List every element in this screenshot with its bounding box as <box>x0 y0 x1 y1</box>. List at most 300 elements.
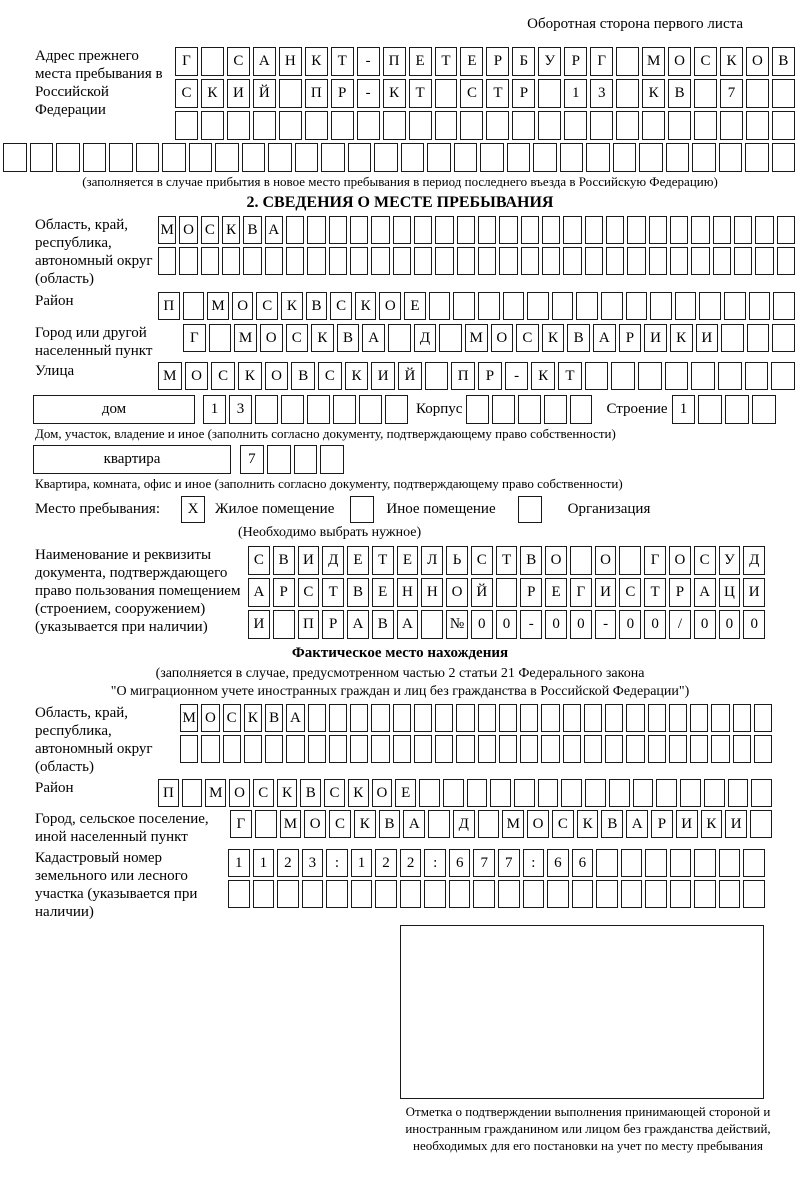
char-cell[interactable]: О <box>545 546 567 575</box>
char-cell[interactable]: В <box>243 216 261 244</box>
char-cell[interactable]: 0 <box>743 610 765 639</box>
char-cell[interactable]: 7 <box>240 445 264 474</box>
char-cell[interactable] <box>428 810 450 838</box>
char-cell[interactable] <box>627 247 645 275</box>
char-cell[interactable]: К <box>354 810 376 838</box>
char-cell[interactable]: 1 <box>203 395 226 424</box>
char-cell[interactable] <box>720 111 743 140</box>
char-cell[interactable]: Р <box>322 610 344 639</box>
char-cell[interactable]: Г <box>590 47 613 76</box>
char-cell[interactable] <box>473 880 495 908</box>
char-cell[interactable]: К <box>531 362 555 390</box>
char-cell[interactable] <box>499 704 517 732</box>
char-cell[interactable] <box>243 247 261 275</box>
char-cell[interactable] <box>621 880 643 908</box>
char-cell[interactable] <box>329 735 347 763</box>
char-cell[interactable] <box>496 578 518 607</box>
char-cell[interactable] <box>253 880 275 908</box>
char-cell[interactable] <box>348 143 372 172</box>
char-cell[interactable] <box>616 79 639 108</box>
char-cell[interactable]: 0 <box>471 610 493 639</box>
char-cell[interactable] <box>401 143 425 172</box>
char-cell[interactable]: И <box>248 610 270 639</box>
char-cell[interactable] <box>626 735 644 763</box>
char-cell[interactable]: Д <box>322 546 344 575</box>
char-cell[interactable] <box>265 735 283 763</box>
char-cell[interactable] <box>350 704 368 732</box>
char-cell[interactable] <box>427 143 451 172</box>
char-cell[interactable] <box>733 735 751 763</box>
char-cell[interactable] <box>201 47 224 76</box>
char-cell[interactable]: Р <box>512 79 535 108</box>
char-cell[interactable]: О <box>372 779 393 807</box>
char-cell[interactable] <box>733 704 751 732</box>
char-cell[interactable] <box>388 324 411 352</box>
char-cell[interactable]: 1 <box>564 79 587 108</box>
char-cell[interactable] <box>83 143 107 172</box>
char-cell[interactable]: В <box>265 704 283 732</box>
char-cell[interactable] <box>719 880 741 908</box>
char-cell[interactable]: Г <box>570 578 592 607</box>
char-cell[interactable]: В <box>520 546 542 575</box>
char-cell[interactable]: С <box>318 362 342 390</box>
char-cell[interactable] <box>560 143 584 172</box>
char-cell[interactable] <box>456 704 474 732</box>
char-cell[interactable] <box>179 247 197 275</box>
char-cell[interactable] <box>621 849 643 877</box>
char-cell[interactable]: П <box>383 47 406 76</box>
char-cell[interactable] <box>409 111 432 140</box>
char-cell[interactable]: П <box>298 610 320 639</box>
char-cell[interactable]: Н <box>279 47 302 76</box>
char-cell[interactable] <box>743 880 765 908</box>
char-cell[interactable] <box>518 395 541 424</box>
char-cell[interactable] <box>460 111 483 140</box>
char-cell[interactable] <box>435 111 458 140</box>
char-cell[interactable] <box>228 880 250 908</box>
char-cell[interactable] <box>507 143 531 172</box>
char-cell[interactable] <box>561 779 582 807</box>
char-cell[interactable] <box>385 395 408 424</box>
char-cell[interactable]: С <box>694 47 717 76</box>
char-cell[interactable] <box>772 324 795 352</box>
char-cell[interactable]: О <box>379 292 401 320</box>
char-cell[interactable]: М <box>234 324 257 352</box>
char-cell[interactable]: Т <box>496 546 518 575</box>
char-cell[interactable] <box>268 143 292 172</box>
char-cell[interactable] <box>499 216 517 244</box>
char-cell[interactable]: 0 <box>545 610 567 639</box>
char-cell[interactable] <box>307 216 325 244</box>
char-cell[interactable]: Е <box>460 47 483 76</box>
char-cell[interactable]: 6 <box>572 849 594 877</box>
char-cell[interactable]: 1 <box>228 849 250 877</box>
char-cell[interactable]: 2 <box>400 849 422 877</box>
char-cell[interactable] <box>675 292 697 320</box>
char-cell[interactable] <box>223 735 241 763</box>
char-cell[interactable] <box>690 735 708 763</box>
char-cell[interactable] <box>642 111 665 140</box>
char-cell[interactable] <box>435 79 458 108</box>
char-cell[interactable] <box>755 247 773 275</box>
char-cell[interactable]: - <box>357 47 380 76</box>
char-cell[interactable]: К <box>670 324 693 352</box>
char-cell[interactable] <box>754 735 772 763</box>
char-cell[interactable]: / <box>669 610 691 639</box>
char-cell[interactable]: Й <box>471 578 493 607</box>
char-cell[interactable]: 1 <box>351 849 373 877</box>
char-cell[interactable]: Е <box>372 578 394 607</box>
char-cell[interactable]: Р <box>331 79 354 108</box>
char-cell[interactable]: О <box>669 546 691 575</box>
char-cell[interactable]: Е <box>395 779 416 807</box>
char-cell[interactable]: П <box>305 79 328 108</box>
char-cell[interactable]: К <box>201 79 224 108</box>
char-cell[interactable] <box>414 247 432 275</box>
char-cell[interactable] <box>713 247 731 275</box>
checkbox-other-premises[interactable] <box>350 496 374 523</box>
char-cell[interactable] <box>514 779 535 807</box>
char-cell[interactable] <box>585 362 609 390</box>
char-cell[interactable] <box>754 704 772 732</box>
char-cell[interactable]: Р <box>651 810 673 838</box>
char-cell[interactable] <box>277 880 299 908</box>
char-cell[interactable]: П <box>158 292 180 320</box>
char-cell[interactable] <box>772 79 795 108</box>
char-cell[interactable]: Л <box>421 546 443 575</box>
char-cell[interactable]: К <box>348 779 369 807</box>
char-cell[interactable] <box>350 216 368 244</box>
char-cell[interactable]: 7 <box>473 849 495 877</box>
char-cell[interactable]: О <box>229 779 250 807</box>
char-cell[interactable] <box>669 735 687 763</box>
char-cell[interactable]: И <box>371 362 395 390</box>
char-cell[interactable] <box>572 880 594 908</box>
char-cell[interactable] <box>743 849 765 877</box>
char-cell[interactable]: С <box>256 292 278 320</box>
char-cell[interactable] <box>499 735 517 763</box>
char-cell[interactable] <box>544 395 567 424</box>
char-cell[interactable] <box>359 395 382 424</box>
char-cell[interactable] <box>586 143 610 172</box>
char-cell[interactable]: С <box>227 47 250 76</box>
char-cell[interactable] <box>755 216 773 244</box>
char-cell[interactable] <box>585 216 603 244</box>
char-cell[interactable] <box>725 395 749 424</box>
char-cell[interactable] <box>201 111 224 140</box>
char-cell[interactable] <box>563 704 581 732</box>
checkbox-dwelling[interactable]: X <box>181 496 205 523</box>
char-cell[interactable]: 7 <box>720 79 743 108</box>
char-cell[interactable]: Е <box>397 546 419 575</box>
char-cell[interactable] <box>478 735 496 763</box>
char-cell[interactable]: Г <box>230 810 252 838</box>
char-cell[interactable]: М <box>465 324 488 352</box>
char-cell[interactable]: С <box>329 810 351 838</box>
char-cell[interactable]: М <box>158 216 176 244</box>
char-cell[interactable] <box>520 735 538 763</box>
char-cell[interactable]: В <box>567 324 590 352</box>
char-cell[interactable] <box>694 849 716 877</box>
char-cell[interactable] <box>616 47 639 76</box>
char-cell[interactable]: Е <box>409 47 432 76</box>
char-cell[interactable] <box>648 735 666 763</box>
char-cell[interactable]: С <box>516 324 539 352</box>
char-cell[interactable] <box>584 704 602 732</box>
char-cell[interactable]: А <box>694 578 716 607</box>
char-cell[interactable] <box>478 704 496 732</box>
char-cell[interactable] <box>728 779 749 807</box>
char-cell[interactable] <box>627 216 645 244</box>
char-cell[interactable] <box>718 362 742 390</box>
char-cell[interactable]: О <box>746 47 769 76</box>
char-cell[interactable] <box>374 143 398 172</box>
char-cell[interactable] <box>439 324 462 352</box>
char-cell[interactable] <box>182 779 203 807</box>
char-cell[interactable] <box>457 216 475 244</box>
char-cell[interactable]: Г <box>644 546 666 575</box>
char-cell[interactable] <box>351 880 373 908</box>
char-cell[interactable]: С <box>223 704 241 732</box>
char-cell[interactable]: К <box>542 324 565 352</box>
char-cell[interactable]: У <box>719 546 741 575</box>
char-cell[interactable]: А <box>403 810 425 838</box>
char-cell[interactable] <box>633 779 654 807</box>
char-cell[interactable]: 0 <box>694 610 716 639</box>
char-cell[interactable]: Г <box>175 47 198 76</box>
char-cell[interactable]: 0 <box>496 610 518 639</box>
char-cell[interactable] <box>499 247 517 275</box>
char-cell[interactable]: С <box>552 810 574 838</box>
char-cell[interactable] <box>596 880 618 908</box>
char-cell[interactable]: К <box>222 216 240 244</box>
char-cell[interactable] <box>547 880 569 908</box>
char-cell[interactable] <box>721 324 744 352</box>
char-cell[interactable] <box>570 546 592 575</box>
char-cell[interactable] <box>498 880 520 908</box>
char-cell[interactable]: О <box>491 324 514 352</box>
char-cell[interactable] <box>242 143 266 172</box>
char-cell[interactable] <box>393 216 411 244</box>
char-cell[interactable]: 6 <box>449 849 471 877</box>
char-cell[interactable] <box>357 111 380 140</box>
char-cell[interactable]: : <box>523 849 545 877</box>
char-cell[interactable]: М <box>280 810 302 838</box>
char-cell[interactable]: С <box>248 546 270 575</box>
char-cell[interactable]: В <box>291 362 315 390</box>
char-cell[interactable]: М <box>642 47 665 76</box>
char-cell[interactable] <box>512 111 535 140</box>
char-cell[interactable]: - <box>595 610 617 639</box>
char-cell[interactable] <box>533 143 557 172</box>
char-cell[interactable] <box>307 395 330 424</box>
char-cell[interactable] <box>670 880 692 908</box>
char-cell[interactable]: О <box>265 362 289 390</box>
char-cell[interactable] <box>691 362 715 390</box>
char-cell[interactable] <box>542 247 560 275</box>
char-cell[interactable]: В <box>337 324 360 352</box>
char-cell[interactable]: К <box>345 362 369 390</box>
char-cell[interactable]: Р <box>669 578 691 607</box>
char-cell[interactable] <box>648 704 666 732</box>
char-cell[interactable]: Д <box>414 324 437 352</box>
char-cell[interactable] <box>694 111 717 140</box>
char-cell[interactable]: К <box>238 362 262 390</box>
char-cell[interactable] <box>222 247 240 275</box>
char-cell[interactable] <box>711 735 729 763</box>
char-cell[interactable] <box>772 143 796 172</box>
char-cell[interactable] <box>273 610 295 639</box>
checkbox-organization[interactable] <box>518 496 542 523</box>
char-cell[interactable]: 3 <box>590 79 613 108</box>
char-cell[interactable] <box>699 292 721 320</box>
char-cell[interactable] <box>520 704 538 732</box>
char-cell[interactable]: С <box>201 216 219 244</box>
char-cell[interactable]: 3 <box>302 849 324 877</box>
char-cell[interactable] <box>649 247 667 275</box>
char-cell[interactable]: Т <box>409 79 432 108</box>
char-cell[interactable] <box>605 704 623 732</box>
char-cell[interactable]: П <box>451 362 475 390</box>
char-cell[interactable] <box>331 111 354 140</box>
char-cell[interactable] <box>371 704 389 732</box>
char-cell[interactable]: С <box>471 546 493 575</box>
char-cell[interactable]: Ц <box>719 578 741 607</box>
char-cell[interactable] <box>267 445 291 474</box>
char-cell[interactable]: О <box>185 362 209 390</box>
char-cell[interactable]: О <box>668 47 691 76</box>
char-cell[interactable] <box>552 292 574 320</box>
char-cell[interactable] <box>492 395 515 424</box>
char-cell[interactable] <box>606 216 624 244</box>
char-cell[interactable]: : <box>424 849 446 877</box>
char-cell[interactable] <box>371 216 389 244</box>
char-cell[interactable] <box>371 735 389 763</box>
char-cell[interactable]: 6 <box>547 849 569 877</box>
char-cell[interactable] <box>711 704 729 732</box>
char-cell[interactable]: В <box>601 810 623 838</box>
char-cell[interactable]: М <box>205 779 226 807</box>
char-cell[interactable] <box>691 216 709 244</box>
char-cell[interactable] <box>136 143 160 172</box>
char-cell[interactable] <box>429 292 451 320</box>
char-cell[interactable] <box>590 111 613 140</box>
char-cell[interactable] <box>605 735 623 763</box>
char-cell[interactable] <box>279 111 302 140</box>
char-cell[interactable]: № <box>446 610 468 639</box>
char-cell[interactable]: Р <box>486 47 509 76</box>
char-cell[interactable] <box>414 735 432 763</box>
char-cell[interactable] <box>421 610 443 639</box>
char-cell[interactable]: М <box>502 810 524 838</box>
char-cell[interactable] <box>320 445 344 474</box>
char-cell[interactable] <box>265 247 283 275</box>
char-cell[interactable]: И <box>644 324 667 352</box>
char-cell[interactable] <box>670 216 688 244</box>
char-cell[interactable] <box>435 247 453 275</box>
char-cell[interactable]: В <box>300 779 321 807</box>
char-cell[interactable] <box>719 849 741 877</box>
char-cell[interactable]: С <box>175 79 198 108</box>
char-cell[interactable] <box>563 216 581 244</box>
char-cell[interactable]: М <box>207 292 229 320</box>
char-cell[interactable]: А <box>362 324 385 352</box>
char-cell[interactable] <box>486 111 509 140</box>
char-cell[interactable]: О <box>304 810 326 838</box>
char-cell[interactable] <box>333 395 356 424</box>
char-cell[interactable]: В <box>772 47 795 76</box>
char-cell[interactable]: 0 <box>619 610 641 639</box>
char-cell[interactable]: П <box>158 779 179 807</box>
char-cell[interactable] <box>596 849 618 877</box>
char-cell[interactable] <box>255 810 277 838</box>
char-cell[interactable]: К <box>311 324 334 352</box>
char-cell[interactable]: О <box>260 324 283 352</box>
char-cell[interactable] <box>777 216 795 244</box>
char-cell[interactable]: В <box>347 578 369 607</box>
char-cell[interactable] <box>457 247 475 275</box>
char-cell[interactable]: Р <box>273 578 295 607</box>
char-cell[interactable] <box>456 735 474 763</box>
char-cell[interactable]: А <box>248 578 270 607</box>
char-cell[interactable] <box>467 779 488 807</box>
char-cell[interactable] <box>521 216 539 244</box>
char-cell[interactable] <box>609 779 630 807</box>
char-cell[interactable] <box>294 445 318 474</box>
char-cell[interactable] <box>480 143 504 172</box>
char-cell[interactable] <box>375 880 397 908</box>
char-cell[interactable] <box>734 247 752 275</box>
char-cell[interactable]: А <box>397 610 419 639</box>
char-cell[interactable]: - <box>505 362 529 390</box>
char-cell[interactable]: С <box>694 546 716 575</box>
char-cell[interactable]: Е <box>545 578 567 607</box>
char-cell[interactable]: К <box>383 79 406 108</box>
char-cell[interactable]: И <box>595 578 617 607</box>
char-cell[interactable]: А <box>347 610 369 639</box>
char-cell[interactable] <box>746 111 769 140</box>
char-cell[interactable]: Т <box>486 79 509 108</box>
char-cell[interactable] <box>665 362 689 390</box>
char-cell[interactable] <box>752 395 776 424</box>
char-cell[interactable]: Й <box>398 362 422 390</box>
char-cell[interactable] <box>209 324 232 352</box>
char-cell[interactable] <box>585 247 603 275</box>
char-cell[interactable] <box>295 143 319 172</box>
char-cell[interactable] <box>613 143 637 172</box>
char-cell[interactable] <box>563 735 581 763</box>
char-cell[interactable] <box>747 324 770 352</box>
char-cell[interactable] <box>713 216 731 244</box>
char-cell[interactable] <box>503 292 525 320</box>
char-cell[interactable]: 2 <box>277 849 299 877</box>
char-cell[interactable] <box>670 849 692 877</box>
char-cell[interactable] <box>666 143 690 172</box>
char-cell[interactable]: М <box>158 362 182 390</box>
char-cell[interactable]: Б <box>512 47 535 76</box>
char-cell[interactable] <box>326 880 348 908</box>
char-cell[interactable]: С <box>460 79 483 108</box>
char-cell[interactable]: У <box>538 47 561 76</box>
char-cell[interactable]: Н <box>421 578 443 607</box>
char-cell[interactable]: : <box>326 849 348 877</box>
char-cell[interactable]: 1 <box>253 849 275 877</box>
char-cell[interactable]: 0 <box>719 610 741 639</box>
char-cell[interactable] <box>478 247 496 275</box>
char-cell[interactable] <box>668 111 691 140</box>
char-cell[interactable] <box>619 546 641 575</box>
char-cell[interactable] <box>698 395 722 424</box>
